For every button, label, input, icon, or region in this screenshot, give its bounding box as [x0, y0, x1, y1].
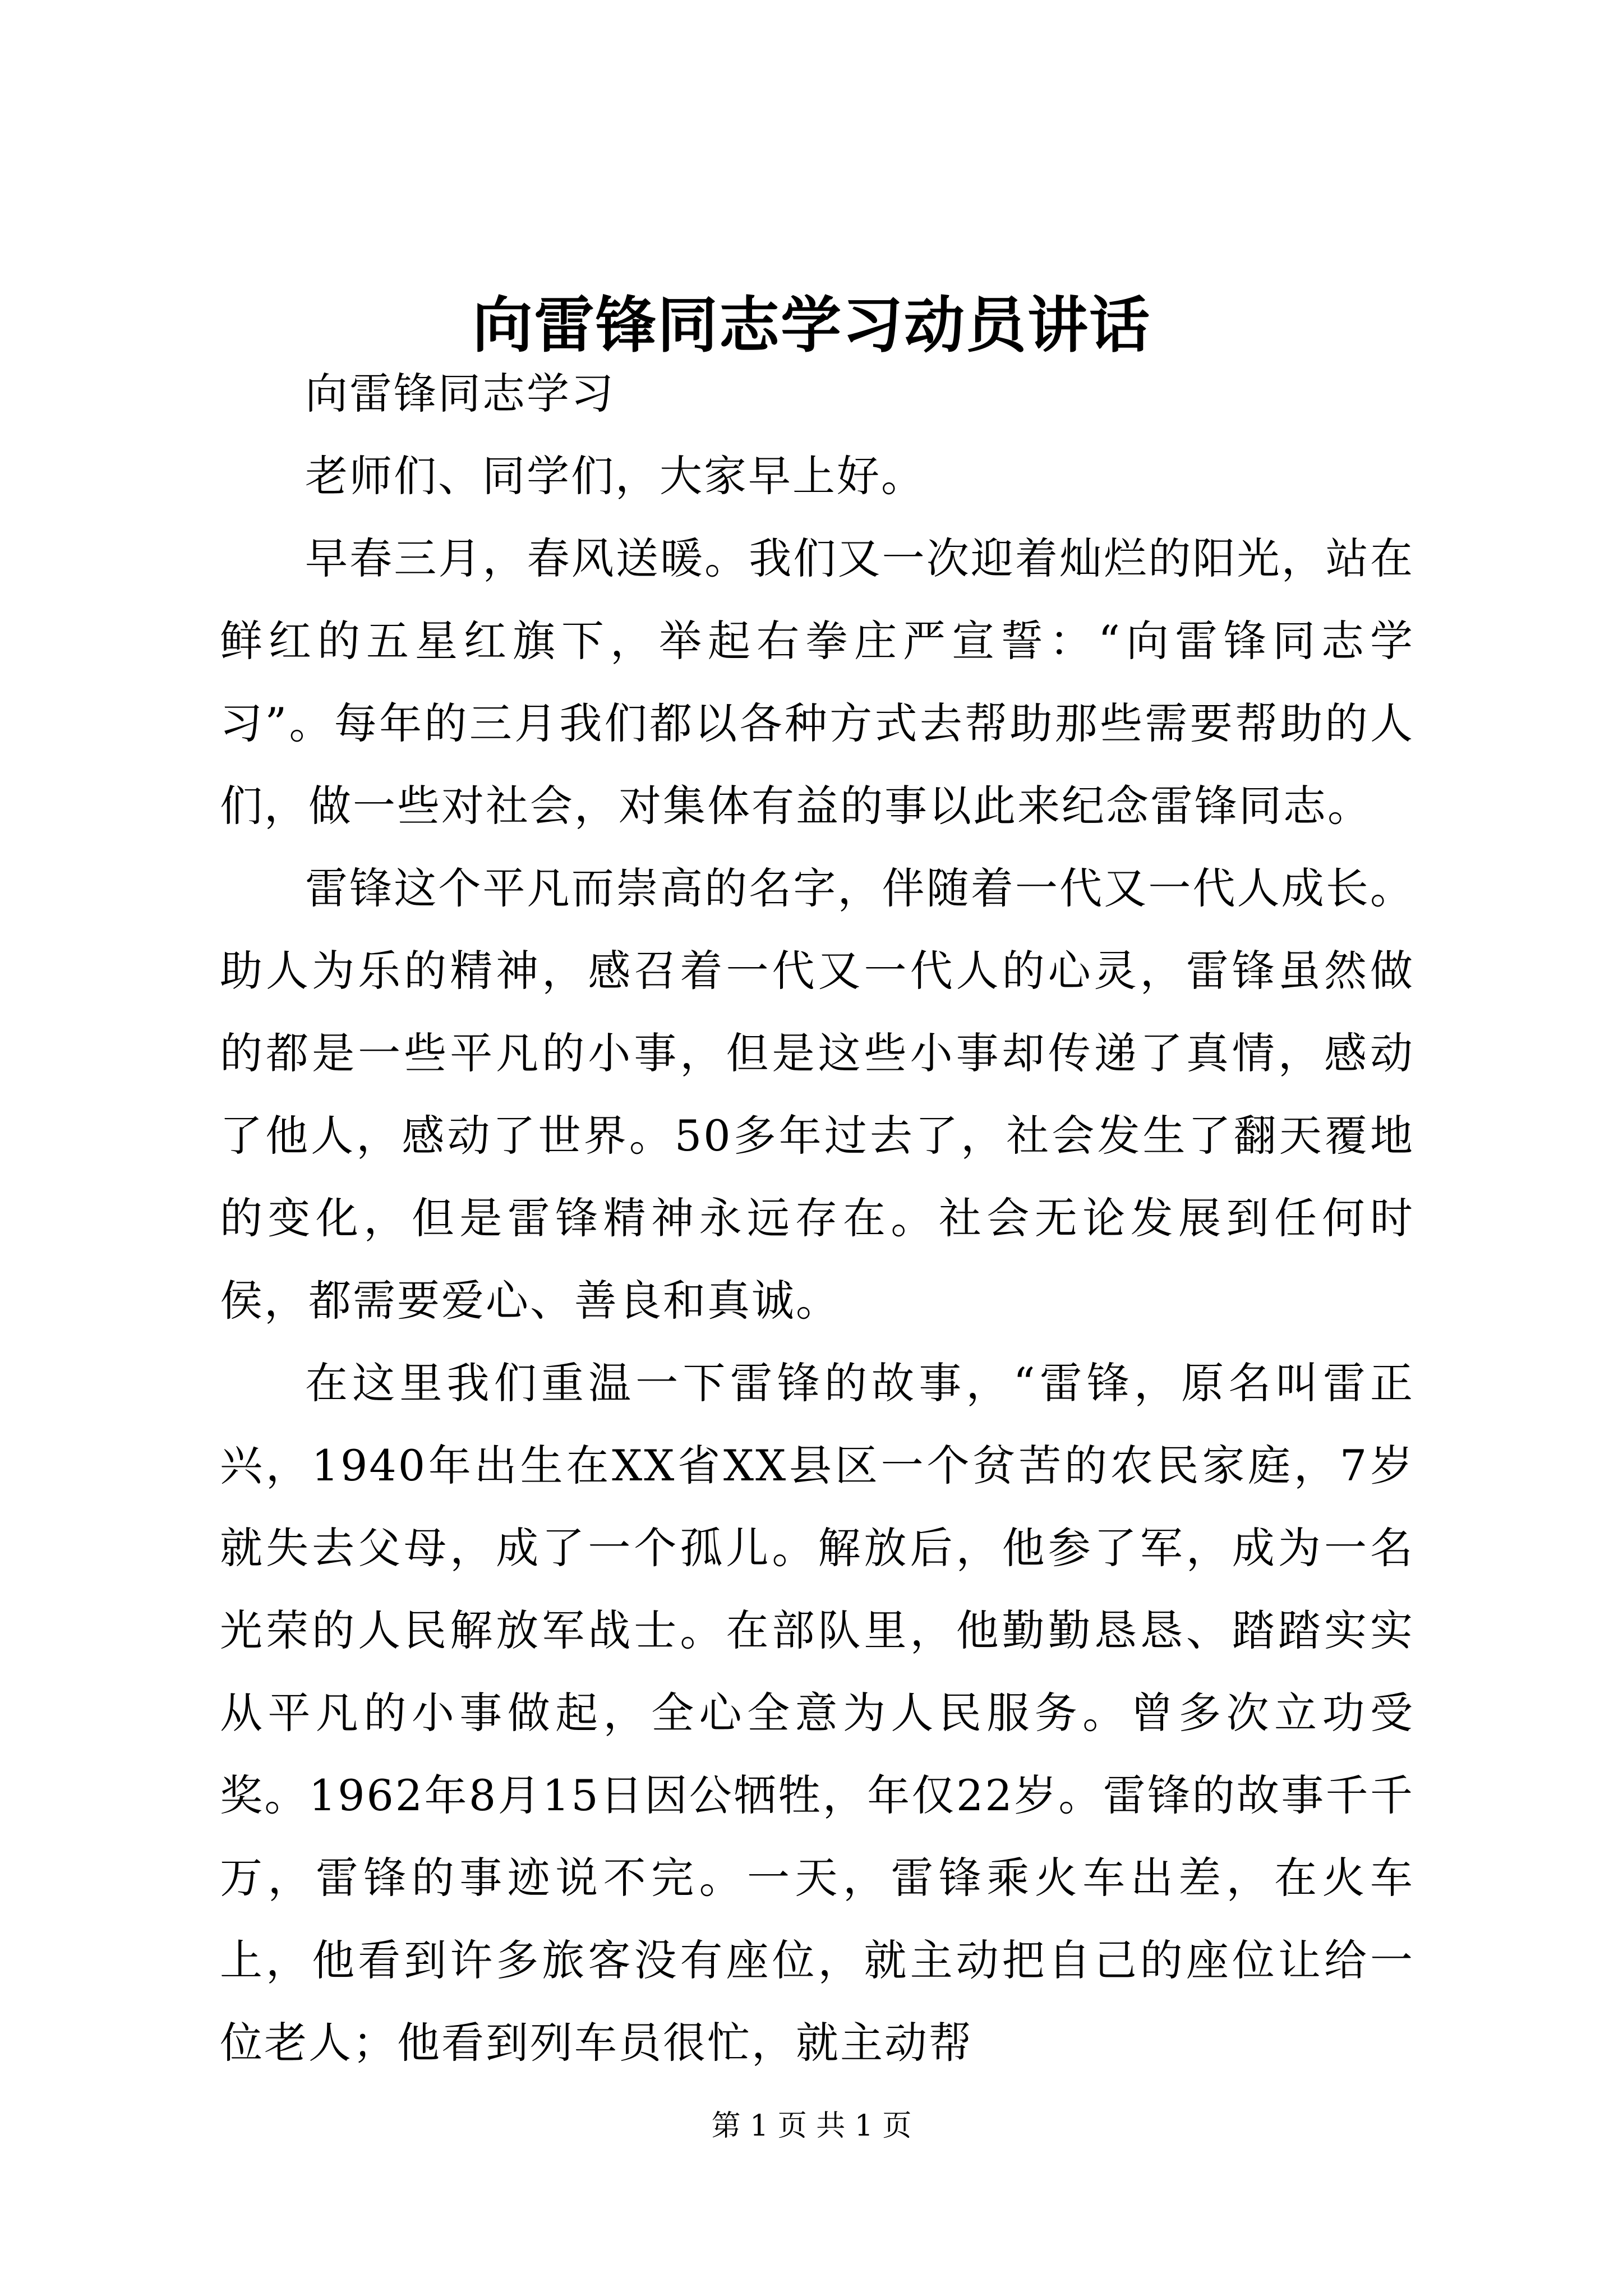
paragraph-lei-feng-story: 在这里我们重温一下雷锋的故事，“雷锋，原名叫雷正兴，1940年出生在XX省XX县区一个贫苦的农民家庭，7岁就失去父母，成了一个孤儿。解放后，他参了军，成为一名光荣的人民解放军战士。在部队里，他勤勤恳恳、踏踏实实从平凡的小事做起，全心全意为人民服务。曾多次立功受奖。1962年8月15日因公牺牲，年仅22岁。雷锋的故事千千万，雷锋的事迹说不完。一天，雷锋乘火车出差，在火车上，他看到许多旅客没有座位，就主动把自己的座位让给一位老人；他看到列车员很忙，就主动帮	[220, 1358, 1414, 2068]
paragraph-early-spring: 早春三月，春风送暖。我们又一次迎着灿烂的阳光，站在鲜红的五星红旗下，举起右拳庄严宣誓：“向雷锋同志学习”。每年的三月我们都以各种方式去帮助那些需要帮助的人们，做一些对社会，对集体有益的事以此来纪念雷锋同志。	[220, 533, 1414, 831]
page-footer: 第 1 页 共 1 页	[711, 2109, 912, 2143]
paragraph-greeting: 老师们、同学们，大家早上好。	[305, 451, 925, 501]
paragraph-subtitle: 向雷锋同志学习	[305, 369, 615, 418]
document-body	[220, 352, 1414, 2084]
paragraph-lei-feng-name: 雷锋这个平凡而崇高的名字，伴随着一代又一代人成长。助人为乐的精神，感召着一代又一代人的心灵，雷锋虽然做的都是一些平凡的小事，但是这些小事却传递了真情，感动了他人，感动了世界。50多年过去了，社会发生了翻天覆地的变化，但是雷锋精神永远存在。社会无论发展到任何时侯，都需要爱心、善良和真诚。	[220, 863, 1414, 1326]
document-title: 向雷锋同志学习动员讲话	[472, 290, 1151, 361]
